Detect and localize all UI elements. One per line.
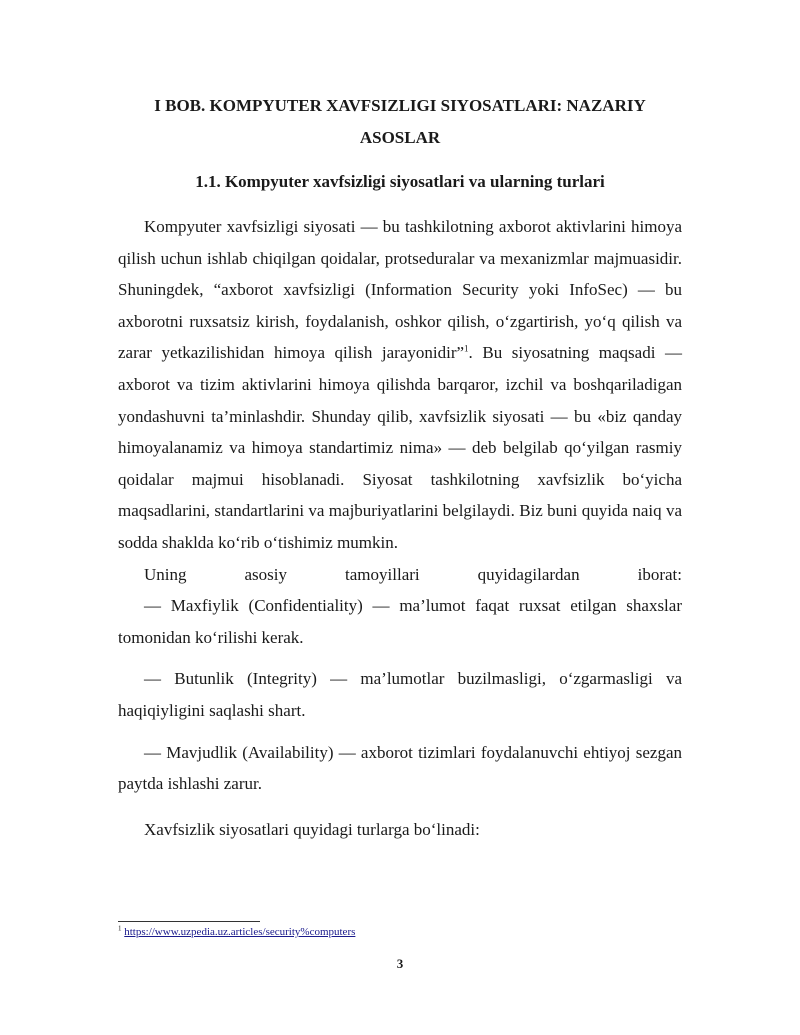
paragraph-intro-part-2: . Bu siyosatning maqsadi — axborot va tizim aktivlarini himoya qilishda barqaror, izchil va boshqariladigan yondashuvni ta’minlashdir. Shunday qilib, xavfsizlik siyosati — bu «biz qanday himoyalanamiz va himoya standartimiz nima» — deb belgilab qo‘yilgan rasmiy qoidalar majmui hisoblanadi. Siyosat tashkilotning xavfsizlik bo‘yicha maqsadlarini, standartlarini va majburiyatlarini belgilaydi. Biz buni quyida naiq va sodda shaklda ko‘rib o‘tishimiz mumkin. <box>118 343 682 552</box>
footnote-reference[interactable]: 1 <box>464 343 469 354</box>
footnote-divider <box>118 921 260 922</box>
section-title: 1.1. Kompyuter xavfsizligi siyosatlari va ularning turlari <box>195 172 605 191</box>
paragraph-intro <box>118 211 682 559</box>
principle-integrity: — Butunlik (Integrity) — ma’lumotlar buzilmasligi, o‘zgarmasligi va haqiqiyligini saqlashi shart. <box>118 669 682 720</box>
footnote <box>118 925 355 939</box>
footnote-mark: 1 <box>118 924 122 933</box>
principle-confidentiality: — Maxfiylik (Confidentiality) — ma’lumot faqat ruxsat etilgan shaxslar tomonidan ko‘rilishi kerak. <box>118 596 682 647</box>
chapter-title <box>118 90 682 154</box>
policy-types-intro: Xavfsizlik siyosatlari quyidagi turlarga bo‘linadi: <box>144 819 480 839</box>
page-number: 3 <box>396 956 404 971</box>
footnote-link[interactable]: https://www.uzpedia.uz.articles/security%computers <box>124 926 356 938</box>
principles-intro: Uning asosiy tamoyillari quyidagilardan iborat: <box>144 564 682 584</box>
chapter-title-line-2: ASOSLAR <box>359 128 441 147</box>
paragraph-intro-part-1: Kompyuter xavfsizligi siyosati — bu tashkilotning axborot aktivlarini himoya qilish uchun ishlab chiqilgan qoidalar, protseduralar va mexanizmlar majmuasidir. Shuningdek, “axborot xavfsizligi (Information Security yoki InfoSec) — bu axborotni ruxsatsiz kirish, foydalanish, oshkor qilish, o‘zgartirish, yo‘q qilish va zarar yetkazilishidan himoya qilish jarayonidir” <box>118 217 682 363</box>
chapter-title-line-1: I BOB. KOMPYUTER XAVFSIZLIGI SIYOSATLARI: NAZARIY <box>154 96 646 115</box>
body-text <box>118 211 682 845</box>
principle-availability: — Mavjudlik (Availability) — axborot tizimlari foydalanuvchi ehtiyoj sezgan paytda ishlashi zarur. <box>118 742 682 794</box>
